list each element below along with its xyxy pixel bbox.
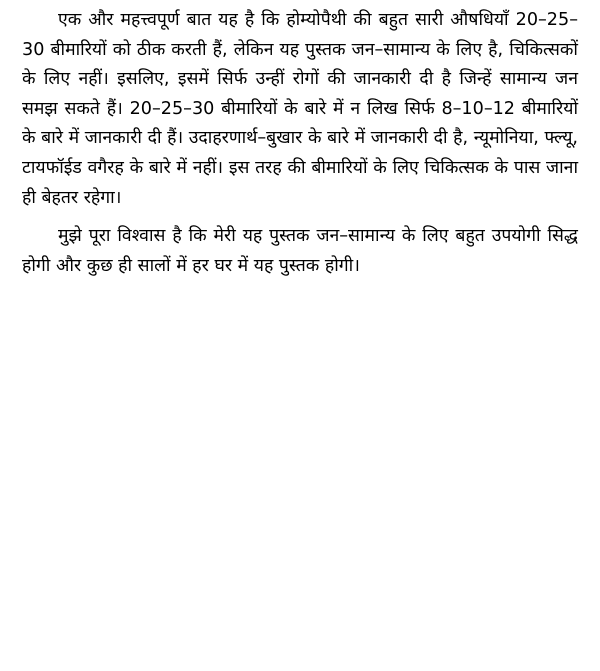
paragraph-confidence: मुझे पूरा विश्वास है कि मेरी यह पुस्तक जन–सामान्य के लिए बहुत उपयोगी सिद्ध होगी और कुछ ही सालों में हर घर में यह पुस्तक होगी। — [22, 226, 578, 276]
paragraph-importance: एक और महत्त्वपूर्ण बात यह है कि होम्योपैथी की बहुत सारी औषधियाँ 20–25–30 बीमारियों को ठीक करती हैं, लेकिन यह पुस्तक जन–सामान्य के लिए है, चिकित्सकों के लिए नहीं। इसलिए, इसमें सिर्फ उन्हीं रोगों की जानकारी दी है जिन्हें सामान्य जन समझ सकते हैं। 20–25–30 बीमारियों के बारे में न लिख सिर्फ 8–10–12 बीमारियों के बारे में जानकारी दी हैं। उदाहरणार्थ–बुखार के बारे में जानकारी दी है, न्यूमोनिया, फ्ल्यू, टायफॉईड वगैरह के बारे में नहीं। इस तरह की बीमारियों के लिए चिकित्सक के पास जाना ही बेहतर रहेगा। — [22, 10, 578, 208]
document-page — [22, 6, 578, 281]
